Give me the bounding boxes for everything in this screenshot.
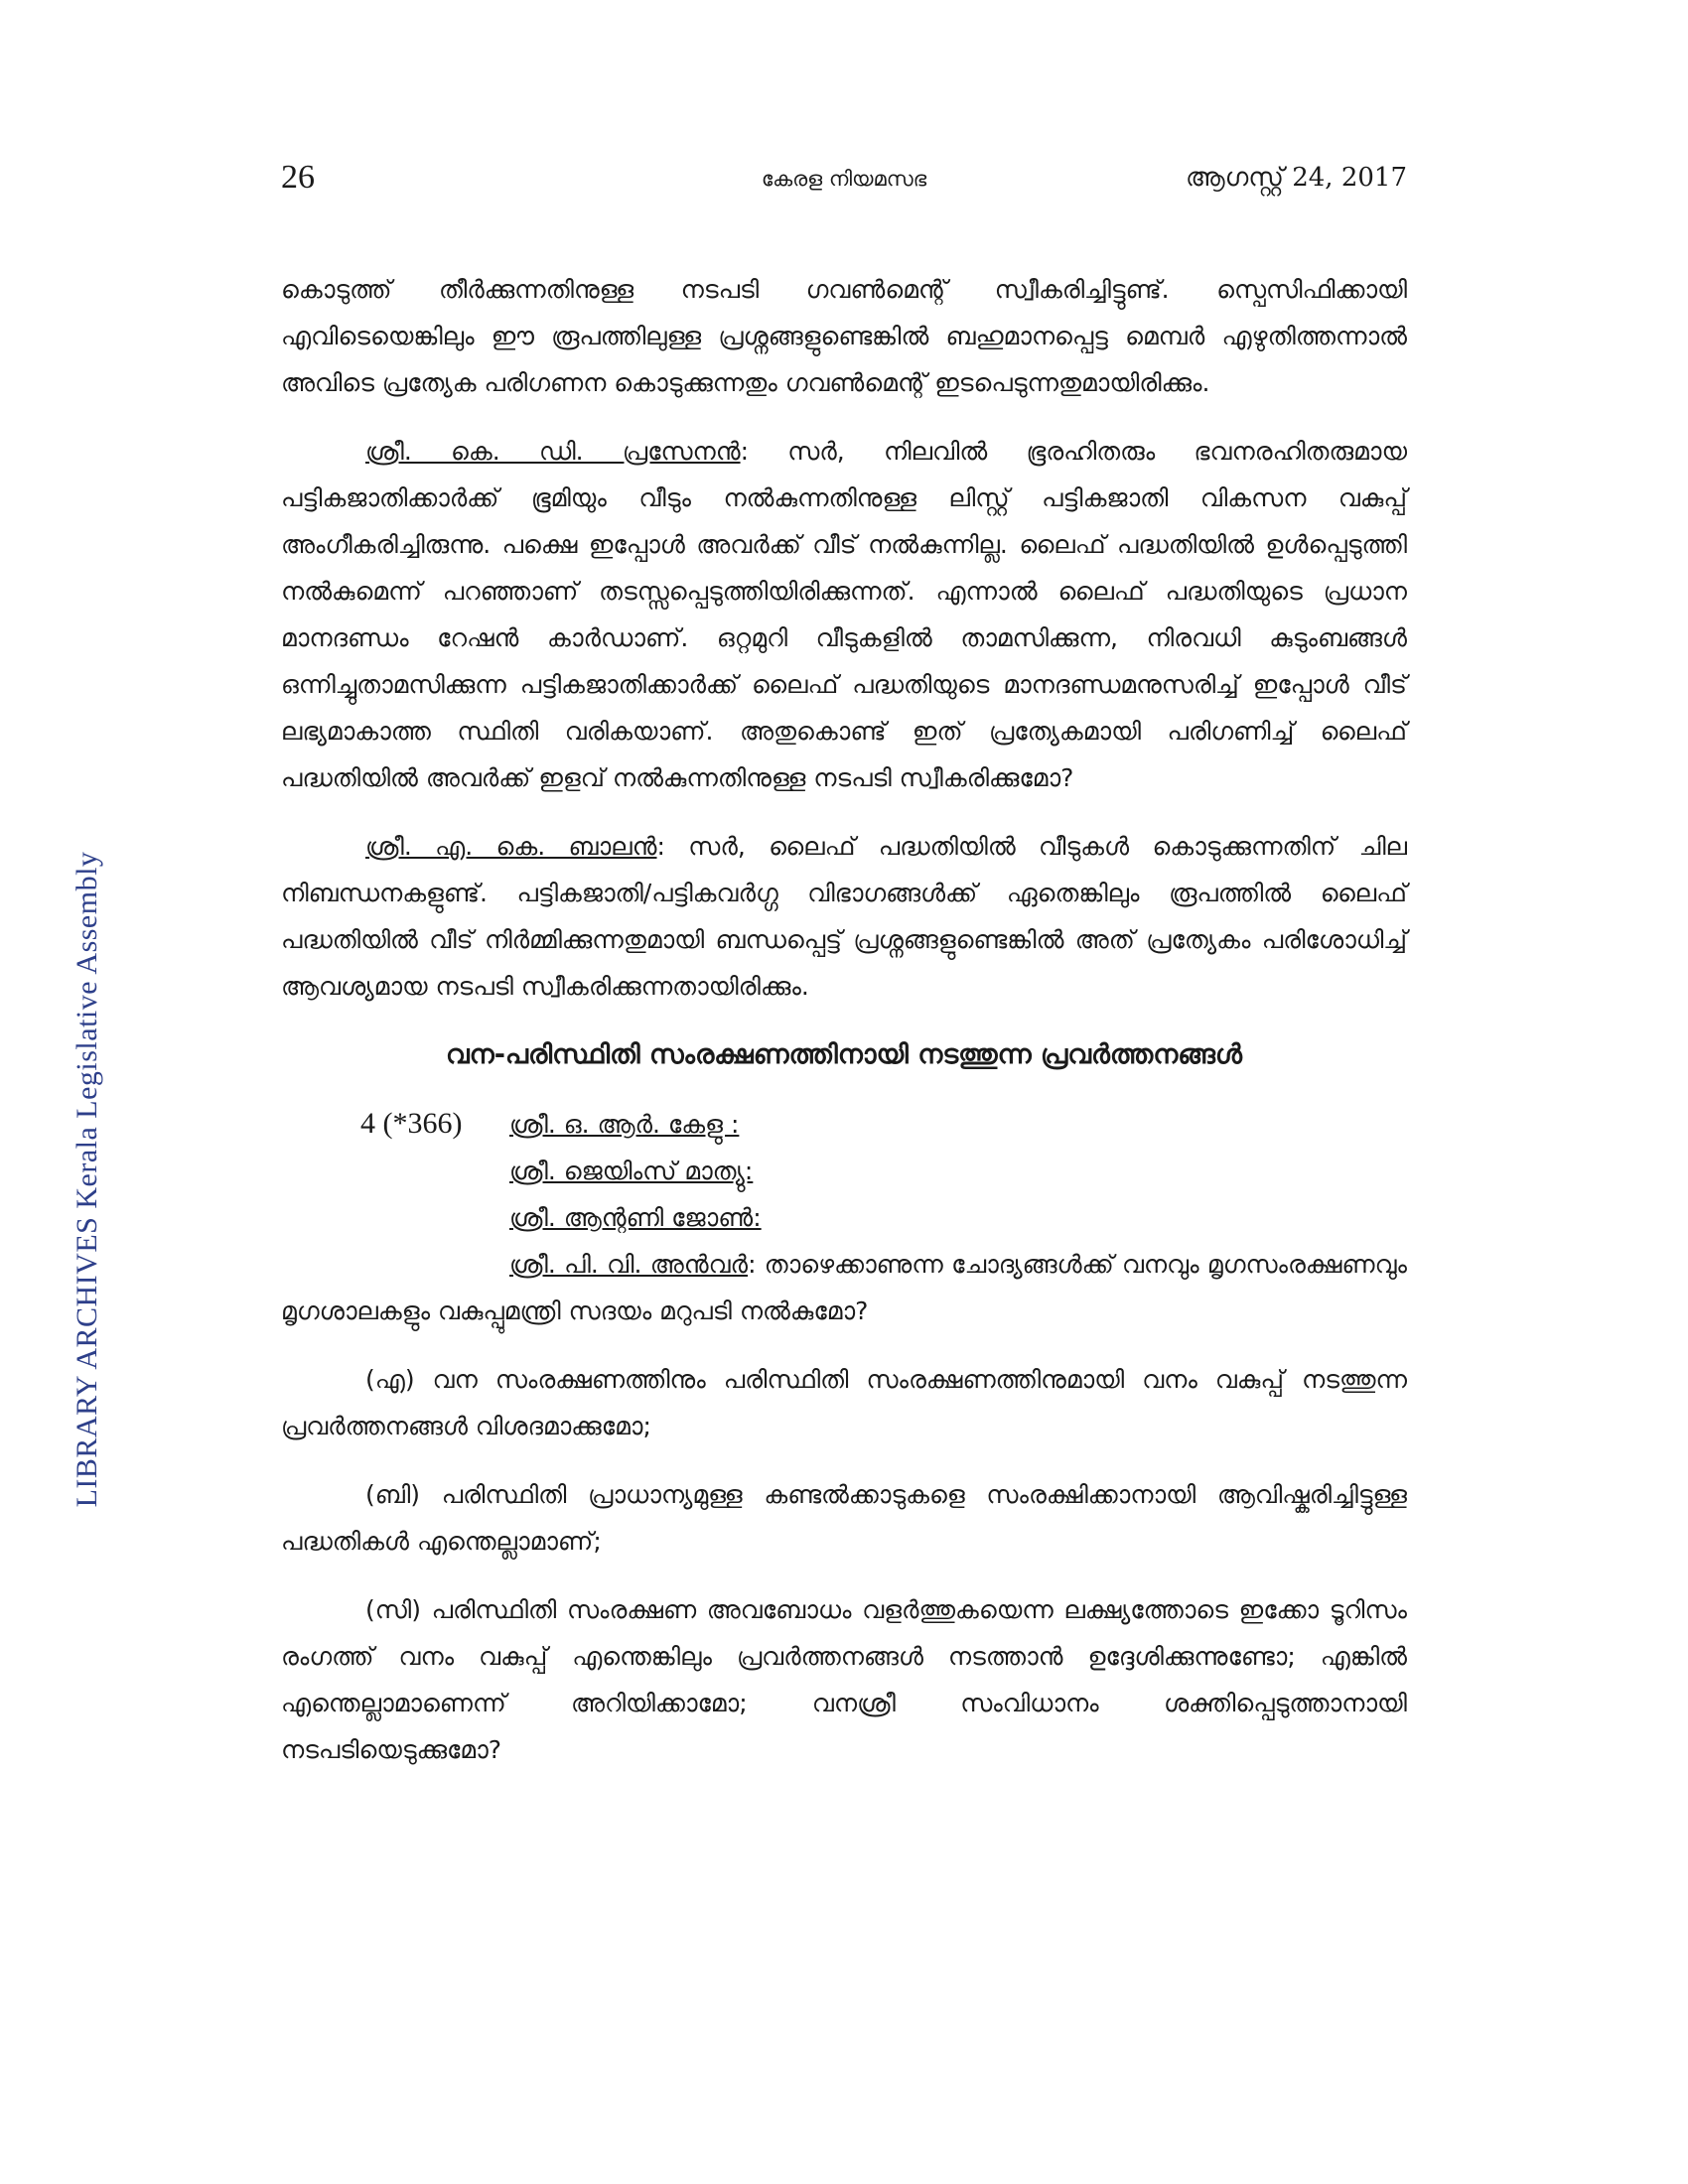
question-item-c: (സി) പരിസ്ഥിതി സംരക്ഷണ അവബോധം വളർത്തുകയെന്ന ലക്ഷ്യത്തോടെ ഇക്കോ ടൂറിസം രംഗത്ത് വനം വകുപ്പ് എന്തെങ്കിലും പ്രവർത്തനങ്ങൾ നടത്താൻ ഉദ്ദേശിക്കുന്നുണ്ടോ; എങ്കിൽ എന്തെല്ലാമാണെന്ന് അറിയിക്കാമോ; വനശ്രീ സംവിധാനം ശക്തിപ്പെടുത്താനായി നടപടിയെടുക്കുമോ? xyxy=(281,1595,1407,1764)
header-date: ആഗസ്റ്റ് 24, 2017 xyxy=(1186,163,1407,193)
question-item-a: (എ) വന സംരക്ഷണത്തിനും പരിസ്ഥിതി സംരക്ഷണത്തിനുമായി വനം വകുപ്പ് നടത്തുന്ന പ്രവർത്തനങ്ങൾ വിശദമാക്കുമോ; xyxy=(281,1365,1407,1440)
question-block xyxy=(281,1100,1407,1334)
question-member-row xyxy=(281,1100,1407,1148)
section-heading: വന-പരിസ്ഥിതി സംരക്ഷണത്തിനായി നടത്തുന്ന പ്രവർത്തനങ്ങൾ xyxy=(445,1039,1243,1070)
speech-text: : സർ, ലൈഫ് പദ്ധതിയിൽ വീടുകൾ കൊടുക്കുന്നതിന് ചില നിബന്ധനകളുണ്ട്. പട്ടികജാതി/പട്ടികവർഗ്ഗ വിഭാഗങ്ങൾക്ക് ഏതെങ്കിലും രൂപത്തിൽ ലൈഫ് പദ്ധതിയിൽ വീട് നിർമ്മിക്കുന്നതുമായി ബന്ധപ്പെട്ട് പ്രശ്നങ്ങളുണ്ടെങ്കിൽ അത് പ്രത്യേകം പരിശോധിച്ച് ആവശ്യമായ നടപടി സ്വീകരിക്കുന്നതായിരിക്കും. xyxy=(281,832,1407,1001)
page-number: 26 xyxy=(281,159,315,196)
paragraph-speaker-balan xyxy=(281,823,1407,1010)
question-number: 4 (*366) xyxy=(360,1107,463,1140)
paragraph-speaker-prasenan xyxy=(281,428,1407,801)
question-member-row xyxy=(281,1194,1407,1241)
member-name: ശ്രീ. ജെയിംസ് മാത്യു: xyxy=(509,1157,754,1185)
question-member-row xyxy=(281,1148,1407,1194)
question-text xyxy=(281,1241,1407,1334)
paragraph-continuation: കൊടുത്ത് തീർക്കുന്നതിനുള്ള നടപടി ഗവൺമെന്റ് സ്വീകരിച്ചിട്ടുണ്ട്. സ്പെസിഫിക്കായി എവിടെയെങ്കിലും ഈ രൂപത്തിലുള്ള പ്രശ്നങ്ങളുണ്ടെങ്കിൽ ബഹുമാനപ്പെട്ട മെമ്പർ എഴുതിത്തന്നാൽ അവിടെ പ്രത്യേക പരിഗണന കൊടുക്കുന്നതും ഗവൺമെന്റ് ഇടപെടുന്നതുമായിരിക്കും. xyxy=(281,275,1407,397)
member-name: ശ്രീ. ആന്റണി ജോൺ: xyxy=(509,1203,762,1232)
member-name: ശ്രീ. ഒ. ആർ. കേളു : xyxy=(509,1110,740,1139)
header-title: കേരള നിയമസഭ xyxy=(761,167,927,191)
archive-watermark: LIBRARY ARCHIVES Kerala Legislative Assembly xyxy=(70,851,103,1508)
speaker-name: ശ്രീ. എ. കെ. ബാലൻ xyxy=(365,832,657,861)
running-header xyxy=(281,159,1407,208)
question-item-b: (ബി) പരിസ്ഥിതി പ്രാധാന്യമുള്ള കണ്ടൽക്കാടുകളെ സംരക്ഷിക്കാനായി ആവിഷ്കരിച്ചിട്ടുള്ള പദ്ധതികൾ എന്തെല്ലാമാണ്; xyxy=(281,1480,1407,1556)
question-body: : താഴെക്കാണുന്ന ചോദ്യങ്ങൾക്ക് വനവും മൃഗസംരക്ഷണവും മൃഗശാലകളും വകുപ്പുമന്ത്രി സദയം മറുപടി നൽകുമോ? xyxy=(281,1250,1407,1325)
member-name: ശ്രീ. പി. വി. അൻവർ xyxy=(509,1250,749,1279)
speaker-name: ശ്രീ. കെ. ഡി. പ്രസേനൻ xyxy=(365,437,741,466)
speech-text: : സർ, നിലവിൽ ഭൂരഹിതരും ഭവനരഹിതരുമായ പട്ടികജാതിക്കാർക്ക് ഭൂമിയും വീടും നൽകുന്നതിനുള്ള ലിസ്റ്റ് പട്ടികജാതി വികസന വകുപ്പ് അംഗീകരിച്ചിരുന്നു. പക്ഷെ ഇപ്പോൾ അവർക്ക് വീട് നൽകുന്നില്ല. ലൈഫ് പദ്ധതിയിൽ ഉൾപ്പെടുത്തി നൽകുമെന്ന് പറഞ്ഞാണ് തടസ്സപ്പെടുത്തിയിരിക്കുന്നത്. എന്നാൽ ലൈഫ് പദ്ധതിയുടെ പ്രധാന മാനദണ്ഡം റേഷൻ കാർഡാണ്. ഒറ്റമുറി വീടുകളിൽ താമസിക്കുന്ന, നിരവധി കുടുംബങ്ങൾ ഒന്നിച്ചുതാമസിക്കുന്ന പട്ടികജാതിക്കാർക്ക് ലൈഫ് പദ്ധതിയുടെ മാനദണ്ഡമനുസരിച്ച് ഇപ്പോൾ വീട് ലഭ്യമാകാത്ത സ്ഥിതി വരികയാണ്. അതുകൊണ്ട് ഇത് പ്രത്യേകമായി പരിഗണിച്ച് ലൈഫ് പദ്ധതിയിൽ അവർക്ക് ഇളവ് നൽകുന്നതിനുള്ള നടപടി സ്വീകരിക്കുമോ? xyxy=(281,437,1408,792)
document-body xyxy=(281,266,1407,1795)
